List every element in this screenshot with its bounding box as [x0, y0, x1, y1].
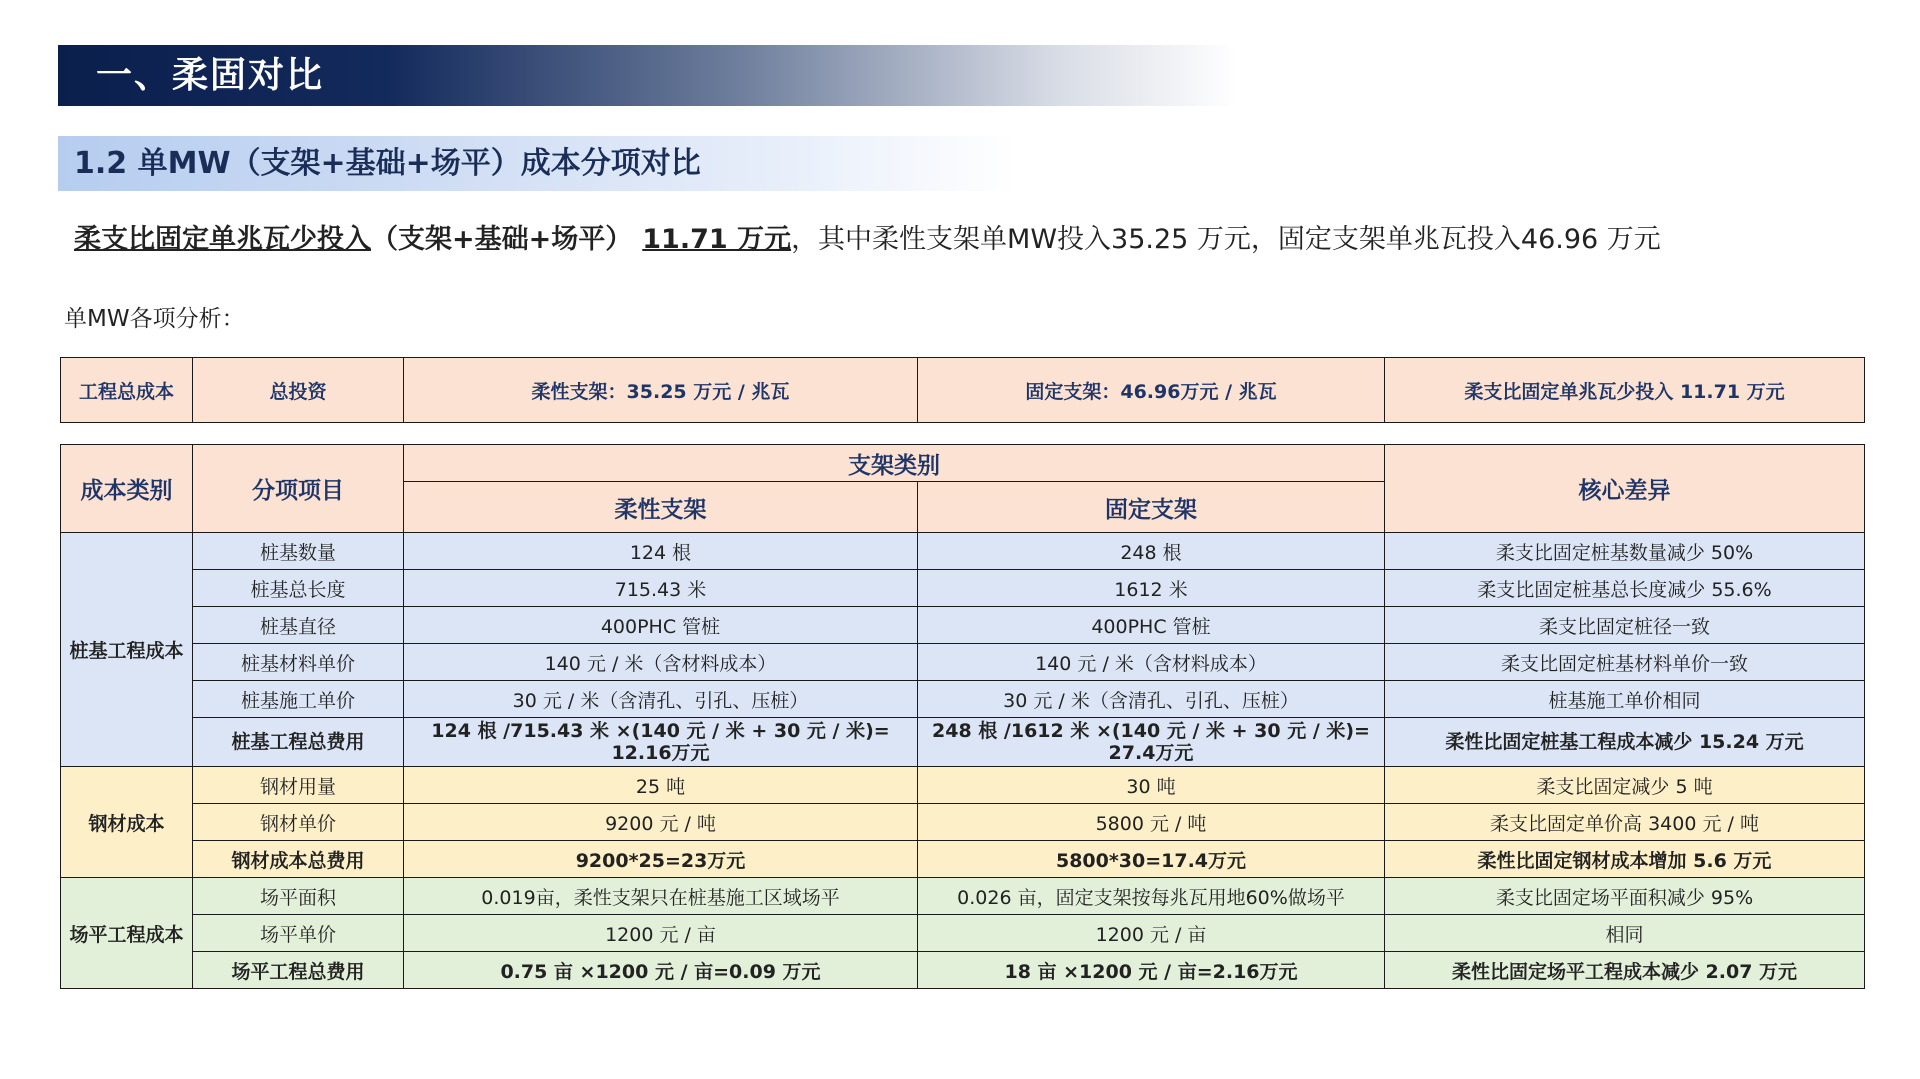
row-difference: 桩基施工单价相同: [1385, 681, 1865, 718]
table-row: [61, 607, 1865, 644]
summary-amount: 11.71 万元: [642, 224, 792, 255]
row-fixed: 1612 米: [918, 570, 1385, 607]
row-item: 桩基施工单价: [193, 681, 404, 718]
table-row: [61, 533, 1865, 570]
row-fixed: 18 亩 ×1200 元 / 亩=2.16万元: [918, 952, 1385, 989]
row-fixed: 30 吨: [918, 767, 1385, 804]
row-flexible: 9200 元 / 吨: [404, 804, 918, 841]
row-flexible: 9200*25=23万元: [404, 841, 918, 878]
row-fixed: 0.026 亩，固定支架按每兆瓦用地60%做场平: [918, 878, 1385, 915]
table-row: [61, 767, 1865, 804]
summary-detail: ，其中柔性支架单MW投入35.25 万元，固定支架单兆瓦投入46.96 万元: [791, 224, 1661, 255]
cost-breakdown-table: [60, 444, 1865, 989]
section-title: 一、柔固对比: [96, 55, 325, 96]
row-item: 桩基工程总费用: [193, 718, 404, 767]
row-difference: 柔支比固定桩径一致: [1385, 607, 1865, 644]
row-difference: 柔支比固定单价高 3400 元 / 吨: [1385, 804, 1865, 841]
totals-cell-flexible: 柔性支架：35.25 万元 / 兆瓦: [404, 358, 918, 423]
header-bracket-type: 支架类别: [404, 445, 1385, 482]
row-difference-highlight: 柔性比固定桩基工程成本减少 15.24 万元: [1385, 718, 1865, 767]
row-item: 桩基材料单价: [193, 644, 404, 681]
row-difference-highlight: 柔性比固定钢材成本增加 5.6 万元: [1385, 841, 1865, 878]
row-fixed: 248 根: [918, 533, 1385, 570]
row-flexible: 30 元 / 米（含清孔、引孔、压桩）: [404, 681, 918, 718]
row-fixed: 30 元 / 米（含清孔、引孔、压桩）: [918, 681, 1385, 718]
table-row-total: [61, 952, 1865, 989]
table-row-total: [61, 718, 1865, 767]
table-header-row: [61, 445, 1865, 482]
table-row: [61, 878, 1865, 915]
totals-table: [60, 357, 1865, 423]
row-difference-highlight: 柔性比固定场平工程成本减少 2.07 万元: [1385, 952, 1865, 989]
category-pile: 桩基工程成本: [61, 533, 193, 767]
row-item: 桩基总长度: [193, 570, 404, 607]
row-fixed: 400PHC 管桩: [918, 607, 1385, 644]
row-difference: 柔支比固定场平面积减少 95%: [1385, 878, 1865, 915]
row-item: 场平单价: [193, 915, 404, 952]
category-steel: 钢材成本: [61, 767, 193, 878]
row-item: 钢材成本总费用: [193, 841, 404, 878]
row-flexible: 140 元 / 米（含材料成本）: [404, 644, 918, 681]
row-item: 桩基直径: [193, 607, 404, 644]
row-flexible: 400PHC 管桩: [404, 607, 918, 644]
table-row: [61, 681, 1865, 718]
table-row: [61, 915, 1865, 952]
analysis-label: 单MW各项分析：: [64, 306, 245, 332]
section-banner: [58, 45, 1238, 106]
table-row: [61, 804, 1865, 841]
row-item: 桩基数量: [193, 533, 404, 570]
header-core-difference: 核心差异: [1385, 445, 1865, 533]
header-category: 成本类别: [61, 445, 193, 533]
row-difference: 柔支比固定桩基总长度减少 55.6%: [1385, 570, 1865, 607]
totals-row: [61, 358, 1865, 423]
row-flexible: 0.75 亩 ×1200 元 / 亩=0.09 万元: [404, 952, 918, 989]
summary-scope: （支架+基础+场平）: [371, 224, 633, 255]
header-flexible: 柔性支架: [404, 482, 918, 533]
row-flexible: 1200 元 / 亩: [404, 915, 918, 952]
table-row-total: [61, 841, 1865, 878]
row-fixed: 5800 元 / 吨: [918, 804, 1385, 841]
header-item: 分项项目: [193, 445, 404, 533]
row-flexible: 124 根 /715.43 米 ×(140 元 / 米 + 30 元 / 米)= 12.16万元: [404, 718, 918, 767]
summary-line: [74, 220, 1661, 260]
row-fixed: 5800*30=17.4万元: [918, 841, 1385, 878]
row-difference: 柔支比固定减少 5 吨: [1385, 767, 1865, 804]
row-item: 场平面积: [193, 878, 404, 915]
row-item: 场平工程总费用: [193, 952, 404, 989]
totals-cell-fixed: 固定支架：46.96万元 / 兆瓦: [918, 358, 1385, 423]
row-flexible: 715.43 米: [404, 570, 918, 607]
row-flexible: 124 根: [404, 533, 918, 570]
totals-cell-investment: 总投资: [193, 358, 404, 423]
subsection-title: 1.2 单MW（支架+基础+场平）成本分项对比: [74, 146, 701, 181]
totals-cell-difference: 柔支比固定单兆瓦少投入 11.71 万元: [1385, 358, 1865, 423]
row-difference: 柔支比固定桩基材料单价一致: [1385, 644, 1865, 681]
summary-lead: 柔支比固定单兆瓦少投入: [74, 224, 371, 255]
table-row: [61, 644, 1865, 681]
row-flexible: 25 吨: [404, 767, 918, 804]
row-fixed: 1200 元 / 亩: [918, 915, 1385, 952]
header-fixed: 固定支架: [918, 482, 1385, 533]
row-fixed: 248 根 /1612 米 ×(140 元 / 米 + 30 元 / 米)= 27.4万元: [918, 718, 1385, 767]
totals-cell-label: 工程总成本: [61, 358, 193, 423]
row-fixed: 140 元 / 米（含材料成本）: [918, 644, 1385, 681]
row-difference: 柔支比固定桩基数量减少 50%: [1385, 533, 1865, 570]
category-grading: 场平工程成本: [61, 878, 193, 989]
row-item: 钢材单价: [193, 804, 404, 841]
row-difference: 相同: [1385, 915, 1865, 952]
row-item: 钢材用量: [193, 767, 404, 804]
table-row: [61, 570, 1865, 607]
subsection-banner: [58, 136, 1018, 191]
row-flexible: 0.019亩，柔性支架只在桩基施工区域场平: [404, 878, 918, 915]
